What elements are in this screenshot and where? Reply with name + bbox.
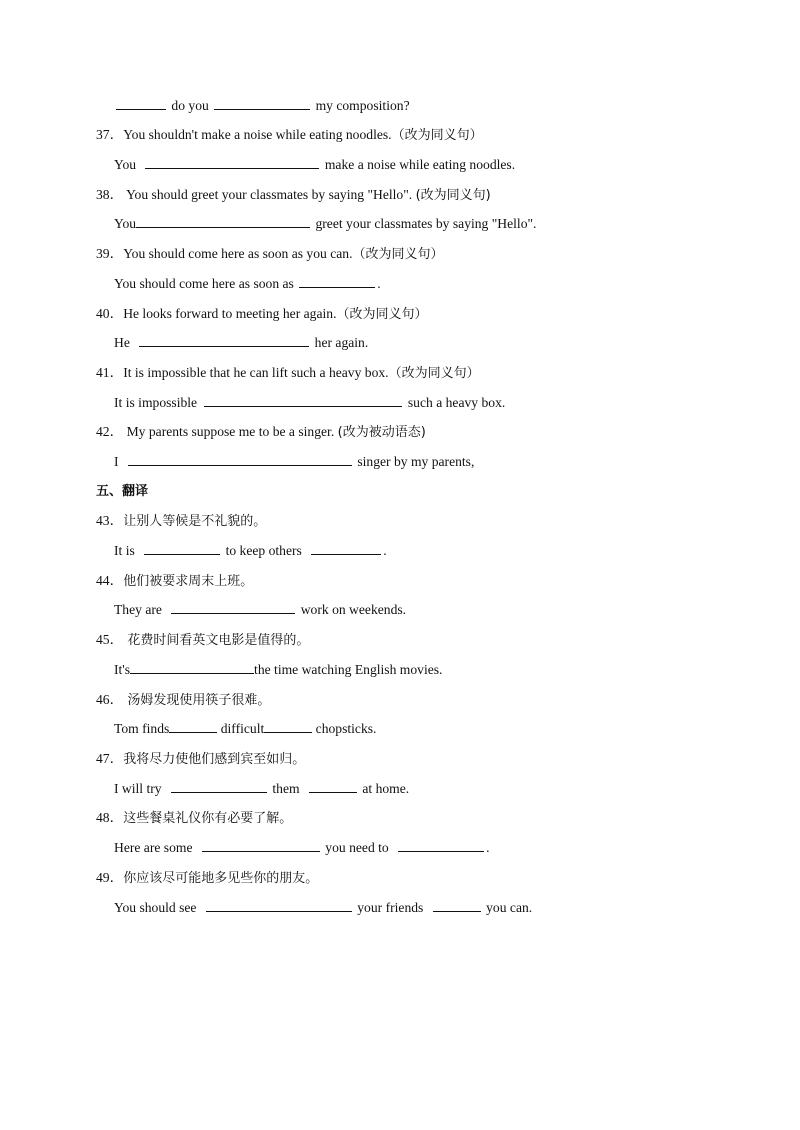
blank[interactable]: [145, 154, 319, 169]
blank[interactable]: [309, 778, 357, 793]
blank[interactable]: [204, 392, 402, 407]
question-45: 45． 花费时间看英文电影是值得的。: [96, 632, 310, 648]
answer-line-49: You should see your friends you can.: [114, 896, 532, 920]
blank[interactable]: [171, 599, 295, 614]
answer-line-39: You should come here as soon as .: [114, 272, 381, 296]
answer-line-41: It is impossible such a heavy box.: [114, 391, 505, 415]
blank[interactable]: [116, 95, 166, 110]
blank[interactable]: [144, 540, 220, 555]
blank[interactable]: [299, 273, 375, 288]
answer-line-44: They are work on weekends.: [114, 598, 406, 622]
blank[interactable]: [171, 778, 267, 793]
question-37: 37．You shouldn't make a noise while eating noodles.（改为同义句）: [96, 127, 483, 143]
answer-line-47: I will try them at home.: [114, 777, 409, 801]
blank[interactable]: [130, 659, 254, 674]
answer-line-37: You make a noise while eating noodles.: [114, 153, 515, 177]
section-heading: 五、翻译: [96, 484, 149, 499]
answer-line-40: He her again.: [114, 331, 368, 355]
blank[interactable]: [136, 213, 310, 228]
blank[interactable]: [433, 897, 481, 912]
question-43: 43．让别人等候是不礼貌的。: [96, 513, 267, 529]
answer-line-43: It is to keep others .: [114, 539, 387, 563]
blank[interactable]: [202, 837, 320, 852]
answer-line-45: It's the time watching English movies.: [114, 658, 442, 682]
answer-line-42: I singer by my parents,: [114, 450, 474, 474]
question-48: 48．这些餐桌礼仪你有必要了解。: [96, 810, 293, 826]
answer-line-38: You greet your classmates by saying "Hello".: [114, 212, 536, 236]
blank[interactable]: [139, 332, 309, 347]
blank[interactable]: [214, 95, 310, 110]
blank[interactable]: [264, 718, 312, 733]
question-41: 41．It is impossible that he can lift such a heavy box.（改为同义句）: [96, 365, 480, 381]
answer-line-46: Tom finds difficult chopsticks.: [114, 717, 376, 741]
blank[interactable]: [311, 540, 381, 555]
blank[interactable]: [398, 837, 484, 852]
question-42: 42． My parents suppose me to be a singer. (改为被动语态): [96, 424, 426, 440]
question-39: 39．You should come here as soon as you can.（改为同义句）: [96, 246, 444, 262]
question-38: 38． You should greet your classmates by saying "Hello". (改为同义句): [96, 187, 491, 203]
question-47: 47．我将尽力使他们感到宾至如归。: [96, 751, 306, 767]
question-49: 49．你应该尽可能地多见些你的朋友。: [96, 870, 319, 886]
blank[interactable]: [128, 451, 352, 466]
answer-line-48: Here are some you need to .: [114, 836, 490, 860]
answer-line-36: do you my composition?: [114, 94, 410, 118]
blank[interactable]: [206, 897, 352, 912]
question-40: 40．He looks forward to meeting her again.（改为同义句）: [96, 306, 428, 322]
question-44: 44．他们被要求周末上班。: [96, 573, 254, 589]
question-46: 46． 汤姆发现使用筷子很难。: [96, 692, 271, 708]
blank[interactable]: [169, 718, 217, 733]
